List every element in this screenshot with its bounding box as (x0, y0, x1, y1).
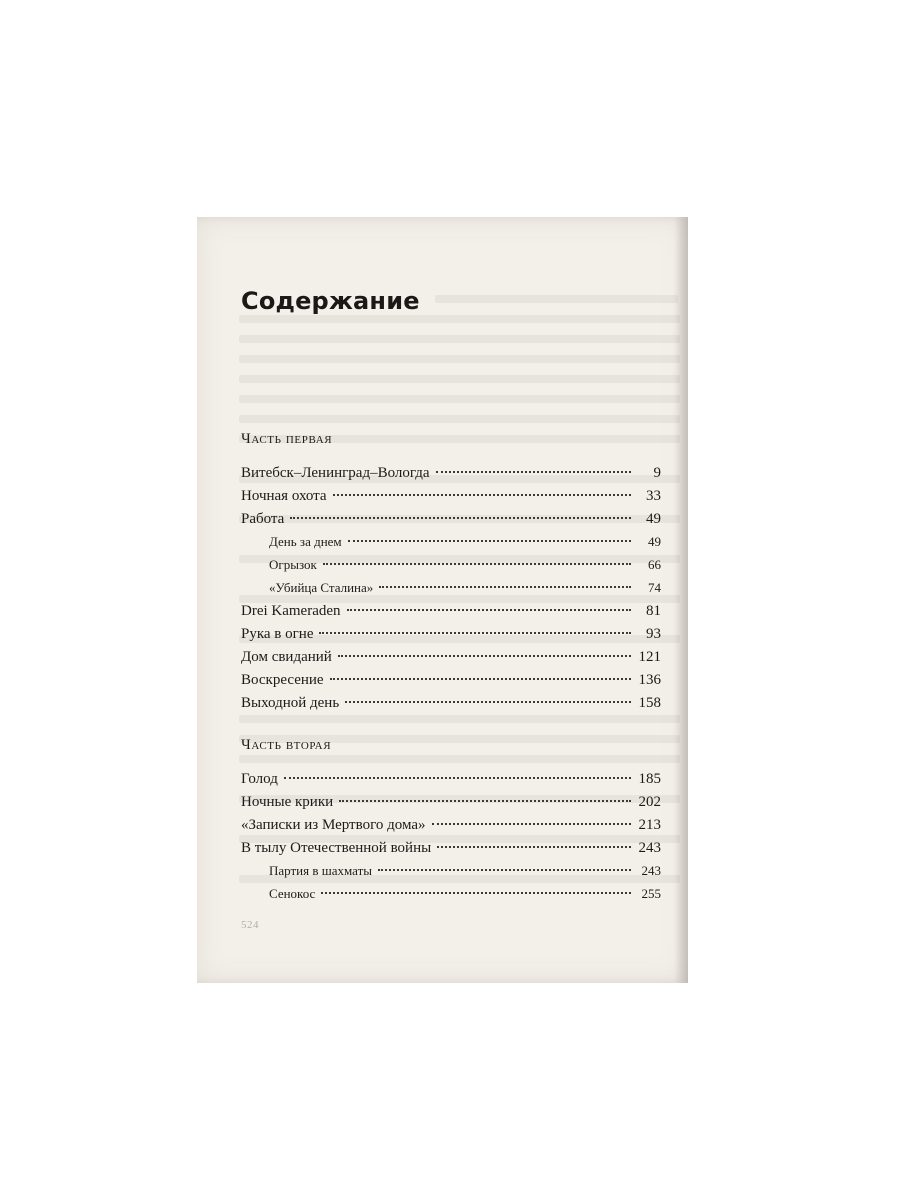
toc-entry[interactable] (241, 623, 661, 645)
toc-entry[interactable] (241, 462, 661, 484)
dot-leader (432, 823, 631, 825)
toc-entry-title: Воскресение (241, 672, 324, 688)
toc-entry-page: 136 (638, 672, 661, 688)
toc-subentry[interactable] (269, 554, 661, 576)
toc-entry-page: 66 (648, 557, 661, 572)
part-heading: Часть первая (241, 431, 333, 447)
toc-subentry[interactable] (269, 883, 661, 905)
toc-entry[interactable] (241, 791, 661, 813)
dot-leader (345, 701, 631, 703)
toc-entry-page: 202 (638, 794, 661, 810)
toc-entry-page: 74 (648, 580, 661, 595)
bleed-through-line (239, 395, 680, 403)
dot-leader (379, 586, 631, 588)
dot-leader (348, 540, 631, 542)
toc-entry[interactable] (241, 600, 661, 622)
toc-entry-title: «Записки из Мертвого дома» (241, 817, 426, 833)
toc-entry-title: Работа (241, 511, 285, 527)
toc-entry-page: 213 (638, 817, 661, 833)
dot-leader (323, 563, 631, 565)
toc-subentry[interactable] (269, 531, 661, 553)
toc-entry-title: Выходной день (241, 695, 340, 711)
toc-entry-page: 81 (646, 603, 661, 619)
bleed-through-line (239, 375, 680, 383)
toc-entry-title: «Убийца Сталина» (269, 580, 374, 595)
dot-leader (330, 678, 631, 680)
toc-entry-title: Дом свиданий (241, 649, 332, 665)
dot-leader (321, 892, 631, 894)
toc-subentry[interactable] (269, 860, 661, 882)
bleed-through-line (239, 755, 680, 763)
toc-entry[interactable] (241, 646, 661, 668)
toc-entry-title: Сенокос (269, 886, 316, 901)
toc-entry-title: Партия в шахматы (269, 863, 373, 878)
dot-leader (319, 632, 631, 634)
toc-entry-title: Витебск–Ленинград–Вологда (241, 465, 430, 481)
toc-entry-page: 93 (646, 626, 661, 642)
toc-entry-page: 49 (648, 534, 661, 549)
bleed-through-line (239, 415, 680, 423)
toc-entry[interactable] (241, 669, 661, 691)
toc-entry[interactable] (241, 692, 661, 714)
dot-leader (290, 517, 631, 519)
toc-entry-title: Drei Kameraden (241, 603, 341, 619)
toc-entry-title: Ночная охота (241, 488, 327, 504)
dot-leader (333, 494, 631, 496)
toc-entry-page: 49 (646, 511, 661, 527)
toc-entry-page: 255 (641, 886, 661, 901)
toc-entry[interactable] (241, 508, 661, 530)
dot-leader (347, 609, 631, 611)
part-heading: Часть вторая (241, 737, 332, 753)
toc-entry-title: Ночные крики (241, 794, 334, 810)
toc-entry-page: 243 (641, 863, 661, 878)
dot-leader (436, 471, 631, 473)
dot-leader (437, 846, 631, 848)
toc-entry[interactable] (241, 485, 661, 507)
bleed-through-folio: 524 (241, 919, 259, 931)
bleed-through-line (239, 335, 680, 343)
bleed-through-line (239, 355, 680, 363)
toc-entry-page: 9 (653, 465, 661, 481)
book-page (197, 217, 688, 983)
toc-entry-title: Рука в огне (241, 626, 314, 642)
toc-entry-page: 33 (646, 488, 661, 504)
dot-leader (378, 869, 631, 871)
toc-entry-page: 243 (638, 840, 661, 856)
toc-entry-title: Голод (241, 771, 278, 787)
dot-leader (284, 777, 631, 779)
contents-title: Содержание (241, 287, 420, 315)
toc-entry[interactable] (241, 837, 661, 859)
toc-entry-title: В тылу Отечественной войны (241, 840, 432, 856)
toc-entry-page: 158 (638, 695, 661, 711)
toc-entry-title: Огрызок (269, 557, 317, 572)
toc-entry[interactable] (241, 814, 661, 836)
toc-subentry[interactable] (269, 577, 661, 599)
toc-entry[interactable] (241, 768, 661, 790)
bleed-through-line (435, 295, 678, 303)
bleed-through-line (239, 715, 680, 723)
dot-leader (338, 655, 631, 657)
toc-entry-title: День за днем (269, 534, 342, 549)
bleed-through-line (239, 315, 680, 323)
toc-entry-page: 185 (638, 771, 661, 787)
toc-entry-page: 121 (638, 649, 661, 665)
dot-leader (339, 800, 631, 802)
